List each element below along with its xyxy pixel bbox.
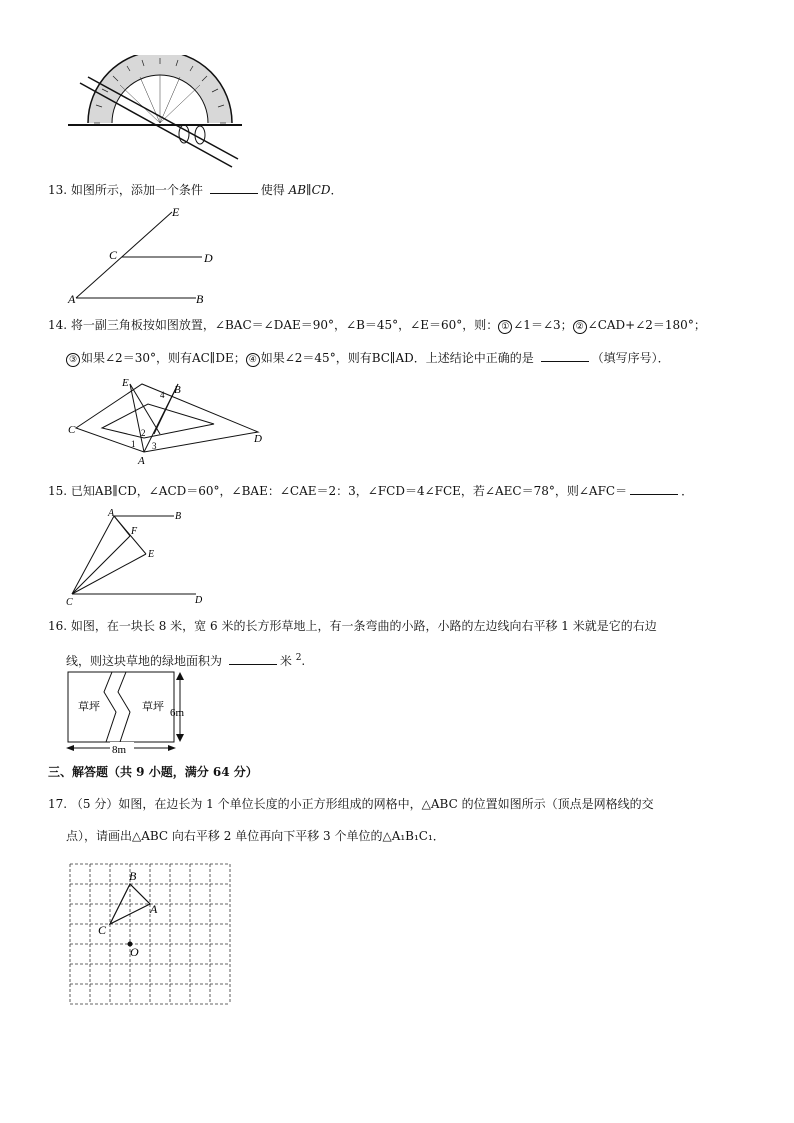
q14-line2: ③ 如果∠2＝30°，则有AC∥DE； ④ 如果∠2＝45°，则有BC∥AD．上述结论中正确的是 （填写序号）． — [66, 349, 670, 367]
q16-label-height: 6m — [170, 707, 185, 719]
q14-label-e: E — [122, 377, 129, 389]
q17-label-c: C — [98, 923, 107, 937]
q15-answer-blank[interactable] — [630, 482, 678, 495]
section-3-heading: 三、解答题（共 9 小题，满分 64 分） — [48, 765, 258, 779]
q17-grid-figure — [66, 860, 236, 1008]
q14-label-a: A — [138, 455, 145, 466]
q17-label-o: O — [130, 945, 139, 959]
q14-label-4: 4 — [160, 390, 165, 400]
q13-label-b: B — [196, 292, 204, 306]
q17-label-a: A — [150, 902, 158, 916]
q14-label-1: 1 — [131, 439, 136, 449]
protractor-figure — [60, 55, 250, 170]
q13-label-c: C — [109, 248, 118, 262]
q15-figure — [62, 504, 212, 608]
q14-label-2: 2 — [141, 428, 146, 438]
q17-label-b: B — [129, 869, 137, 883]
q14-answer-blank[interactable] — [541, 349, 589, 362]
q14-label-b: B — [174, 384, 181, 396]
q15-label-b: B — [175, 511, 182, 522]
q14-figure — [62, 376, 272, 466]
q14-label-d: D — [254, 433, 262, 445]
q17-line1: 17. （5 分）如图，在边长为 1 个单位长度的小正方形组成的网格中，△ABC 的位置如图所示（顶点是网格线的交 — [48, 797, 654, 811]
q15-text: 15. 已知AB∥CD，∠ACD＝60°，∠BAE：∠CAE＝2：3，∠FCD＝4∠FCE，若∠AEC＝78°，则∠AFC＝ ． — [48, 484, 694, 498]
q13-label-a: A — [68, 292, 76, 306]
q17-line2: 点），请画出△ABC 向右平移 2 单位再向下平移 3 个单位的△A₁B₁C₁． — [66, 829, 445, 843]
q16-label-grass-left: 草坪 — [78, 701, 100, 713]
q13-text: 13. 如图所示，添加一个条件 使得 AB∥CD． — [48, 183, 343, 197]
q16-line2: 线，则这块草地的绿地面积为 米 $^2$. — [66, 653, 306, 668]
q16-answer-blank[interactable] — [229, 652, 277, 665]
q16-label-grass-right: 草坪 — [142, 701, 164, 713]
q14-label-3: 3 — [152, 441, 157, 451]
q16-line1: 16. 如图，在一块长 8 米，宽 6 米的长方形草地上，有一条弯曲的小路，小路的左边线向右平移 1 米就是它的右边 — [48, 619, 657, 633]
q13-label-d: D — [204, 251, 213, 265]
q15-label-d: D — [195, 595, 203, 606]
q15-label-a: A — [108, 508, 115, 519]
q13-answer-blank[interactable] — [210, 181, 258, 194]
q13-label-e: E — [172, 205, 180, 219]
q14-label-c: C — [68, 424, 76, 436]
q16-label-width: 8m — [112, 744, 127, 756]
q15-label-e: E — [148, 549, 155, 560]
q15-label-f: F — [131, 526, 138, 537]
q16-figure — [62, 668, 202, 756]
q13-figure — [62, 200, 222, 310]
q14-line1: 14. 将一副三角板按如图放置，∠BAC＝∠DAE＝90°，∠B＝45°，∠E＝60°，则： ① ∠1＝∠3； ② ∠CAD+∠2＝180°； — [48, 318, 706, 332]
q15-label-c: C — [66, 597, 73, 608]
